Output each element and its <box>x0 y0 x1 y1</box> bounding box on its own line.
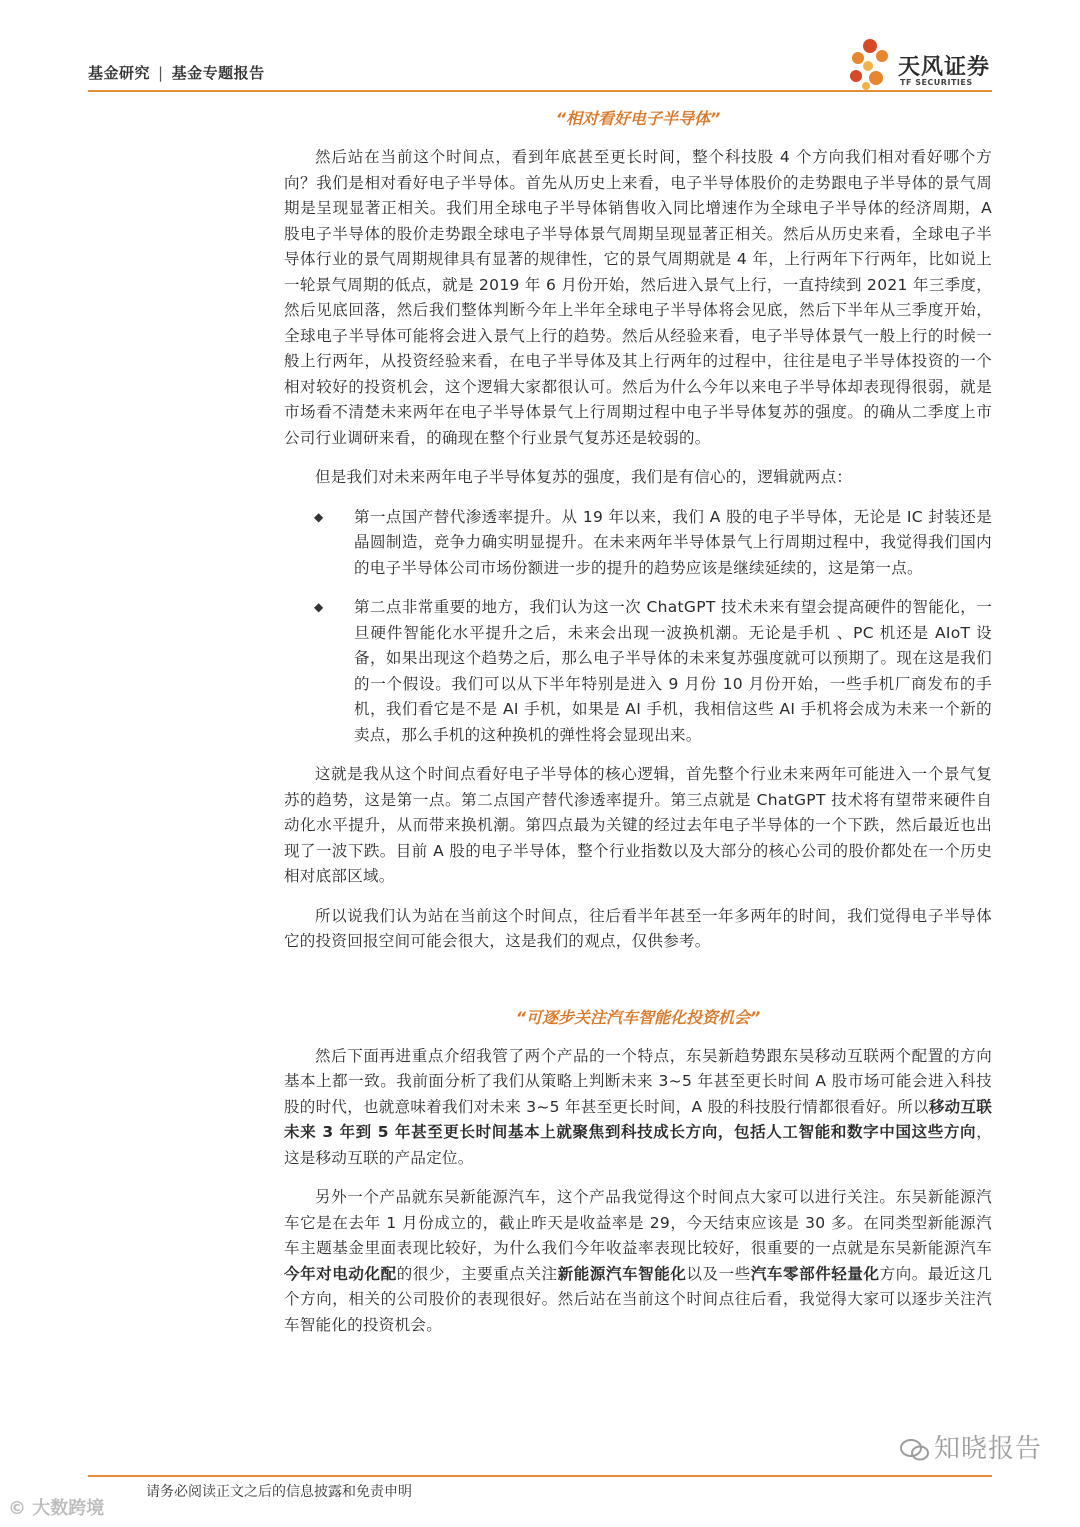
bullet-diamond-icon: ◆ <box>314 509 324 524</box>
section-title-semiconductor: “相对看好电子半导体” <box>555 109 721 128</box>
header-separator: | <box>158 64 164 82</box>
text-run: 然后下面再进重点介绍我管了两个产品的一个特点，东吴新趋势跟东吴移动互联两个配置的方向基本上都一致。我前面分析了我们从策略上判断未来 3~5 年甚至更长时间 A 股市场可能会进入科技股的时代，也就意味着我们对未来 3~5 年甚至更长时间，A 股的科技股行情都很看好。所以 <box>284 1046 992 1116</box>
page-header <box>0 0 1080 100</box>
paragraph: 然后站在当前这个时间点，看到年底甚至更长时间，整个科技股 4 个方向我们相对看好哪个方向？我们是相对看好电子半导体。首先从历史上来看，电子半导体股价的走势跟电子半导体的景气周期是呈现显著正相关。我们用全球电子半导体销售收入同比增速作为全球电子半导体的经济周期，A 股电子半导体的股价走势跟全球电子半导体景气周期呈现显著正相关。然后从历史来看，全球电子半导体行业的景气周期规律具有显著的规律性，它的景气周期就是 4 年，上行两年下行两年，比如说上一轮景气周期的低点，就是 2019 年 6 月份开始，然后进入景气上行，一直持续到 2021 年三季度，然后见底回落，然后我们整体判断今年上半年全球电子半导体将会见底，然后下半年从三季度开始，全球电子半导体可能将会进入景气上行的趋势。然后从经验来看，电子半导体景气一般上行的时候一般上行两年，从投资经验来看，在电子半导体及其上行两年的过程中，往往是电子半导体投资的一个相对较好的投资机会，这个逻辑大家都很认可。然后为什么今年以来电子半导体却表现得很弱，就是市场看不清楚未来两年在电子半导体景气上行周期过程中电子半导体复苏的强度。的确从二季度上市公司行业调研来看，的确现在整个行业景气复苏还是较弱的。 <box>284 148 992 447</box>
watermark-dashu: © 大数跨境 <box>8 1498 105 1519</box>
bullet-diamond-icon: ◆ <box>314 600 324 614</box>
disclaimer-text: 请务必阅读正文之后的信息披露和免责申明 <box>146 1484 412 1500</box>
header-divider <box>88 90 992 92</box>
list-item <box>284 595 992 748</box>
text-run: 的很少，主要重点关注 <box>396 1264 558 1283</box>
highlight-text: 汽车零部件轻量化 <box>750 1264 880 1283</box>
highlight-text: 今年对电动化配 <box>284 1264 397 1283</box>
highlight-text: 移动互联未来 3 年到 5 年甚至更长时间基本上就聚焦到科技成长方向，包括人工智能和数字中国这些方向 <box>284 1097 993 1141</box>
header-report-type: 基金专题报告 <box>171 64 265 82</box>
text-run: 以及一些 <box>686 1264 751 1283</box>
list-item-text: 第二点非常重要的地方，我们认为这一次 ChatGPT 技术未来有望会提高硬件的智能化，一旦硬件智能化水平提升之后，未来会出现一波换机潮。无论是手机 、PC 机还是 AIoT 设备，如果出现这个趋势之后，那么电子半导体的未来复苏强度就可以预期了。现在这是我们的一个假设。我们可以从下半年特别是进入 9 月份 10 月份开始，一些手机厂商发布的手机，我们看它是不是 AI 手机，如果是 AI 手机，我相信这些 AI 手机将会成为未来一个新的卖点，那么手机的这种换机的弹性将会显现出来。 <box>354 598 992 744</box>
paragraph <box>284 1044 992 1172</box>
watermark-zhixiao <box>900 1428 1042 1465</box>
text-run: 另外一个产品就东吴新能源汽车，这个产品我觉得这个时间点大家可以进行关注。东吴新能源汽车它是在去年 1 月份成立的，截止昨天是收益率是 29，今天结束应该是 30 多。在同类型新能源汽车主题基金里面表现比较好，为什么我们今年收益率表现比较好，很重要的一点就是东吴新能源汽车 <box>284 1188 992 1257</box>
header-category: 基金研究 <box>88 64 151 82</box>
section-title-auto-intelligence: “可逐步关注汽车智能化投资机会” <box>515 1007 761 1027</box>
header-breadcrumb <box>88 62 265 83</box>
watermark-right-text: 知晓报告 <box>934 1434 1043 1464</box>
logo-english-name: TF SECURITIES <box>900 78 973 87</box>
list-item-text: 第一点国产替代渗透率提升。从 19 年以来，我们 A 股的电子半导体，无论是 IC 封装还是晶圆制造，竞争力确实明显提升。在未来两年半导体景气上行周期过程中，我觉得我们国内的电子半导体公司市场份额进一步的提升的趋势应该是继续延续的，这是第一点。 <box>354 507 992 577</box>
text-run: ，这是移动互联的产品定位。 <box>284 1123 992 1167</box>
logo-flower-icon <box>846 36 898 92</box>
highlight-text: 新能源汽车智能化 <box>557 1264 687 1283</box>
list-item <box>284 505 992 582</box>
footer-divider <box>88 1475 992 1477</box>
paragraph <box>284 1185 992 1338</box>
paragraph: 这就是我从这个时间点看好电子半导体的核心逻辑，首先整个行业未来两年可能进入一个景气复苏的趋势，这是第一点。第二点国产替代渗透率提升。第三点就是 ChatGPT 技术将有望带来硬件自动化水平提升，从而带来换机潮。第四点最为关键的经过去年电子半导体的一个下跌，然后最近也出现了一波下跌。目前 A 股的电子半导体，整个行业指数以及大部分的核心公司的股价都处在一个历史相对底部区域。 <box>284 765 992 885</box>
wechat-icon <box>900 1439 930 1461</box>
tf-securities-logo <box>846 36 1006 92</box>
report-body <box>284 100 992 1338</box>
paragraph: 但是我们对未来两年电子半导体复苏的强度，我们是有信心的，逻辑就两点： <box>315 468 853 486</box>
logo-chinese-name: 天风证券 <box>898 55 991 80</box>
text-run: 方向。最近这几个方向，相关的公司股价的表现很好。然后站在当前这个时间点往后看，我觉得大家可以逐步关注汽车智能化的投资机会。 <box>284 1264 992 1334</box>
paragraph: 所以说我们认为站在当前这个时间点，往后看半年甚至一年多两年的时间，我们觉得电子半导体它的投资回报空间可能会很大，这是我们的观点，仅供参考。 <box>284 906 992 950</box>
